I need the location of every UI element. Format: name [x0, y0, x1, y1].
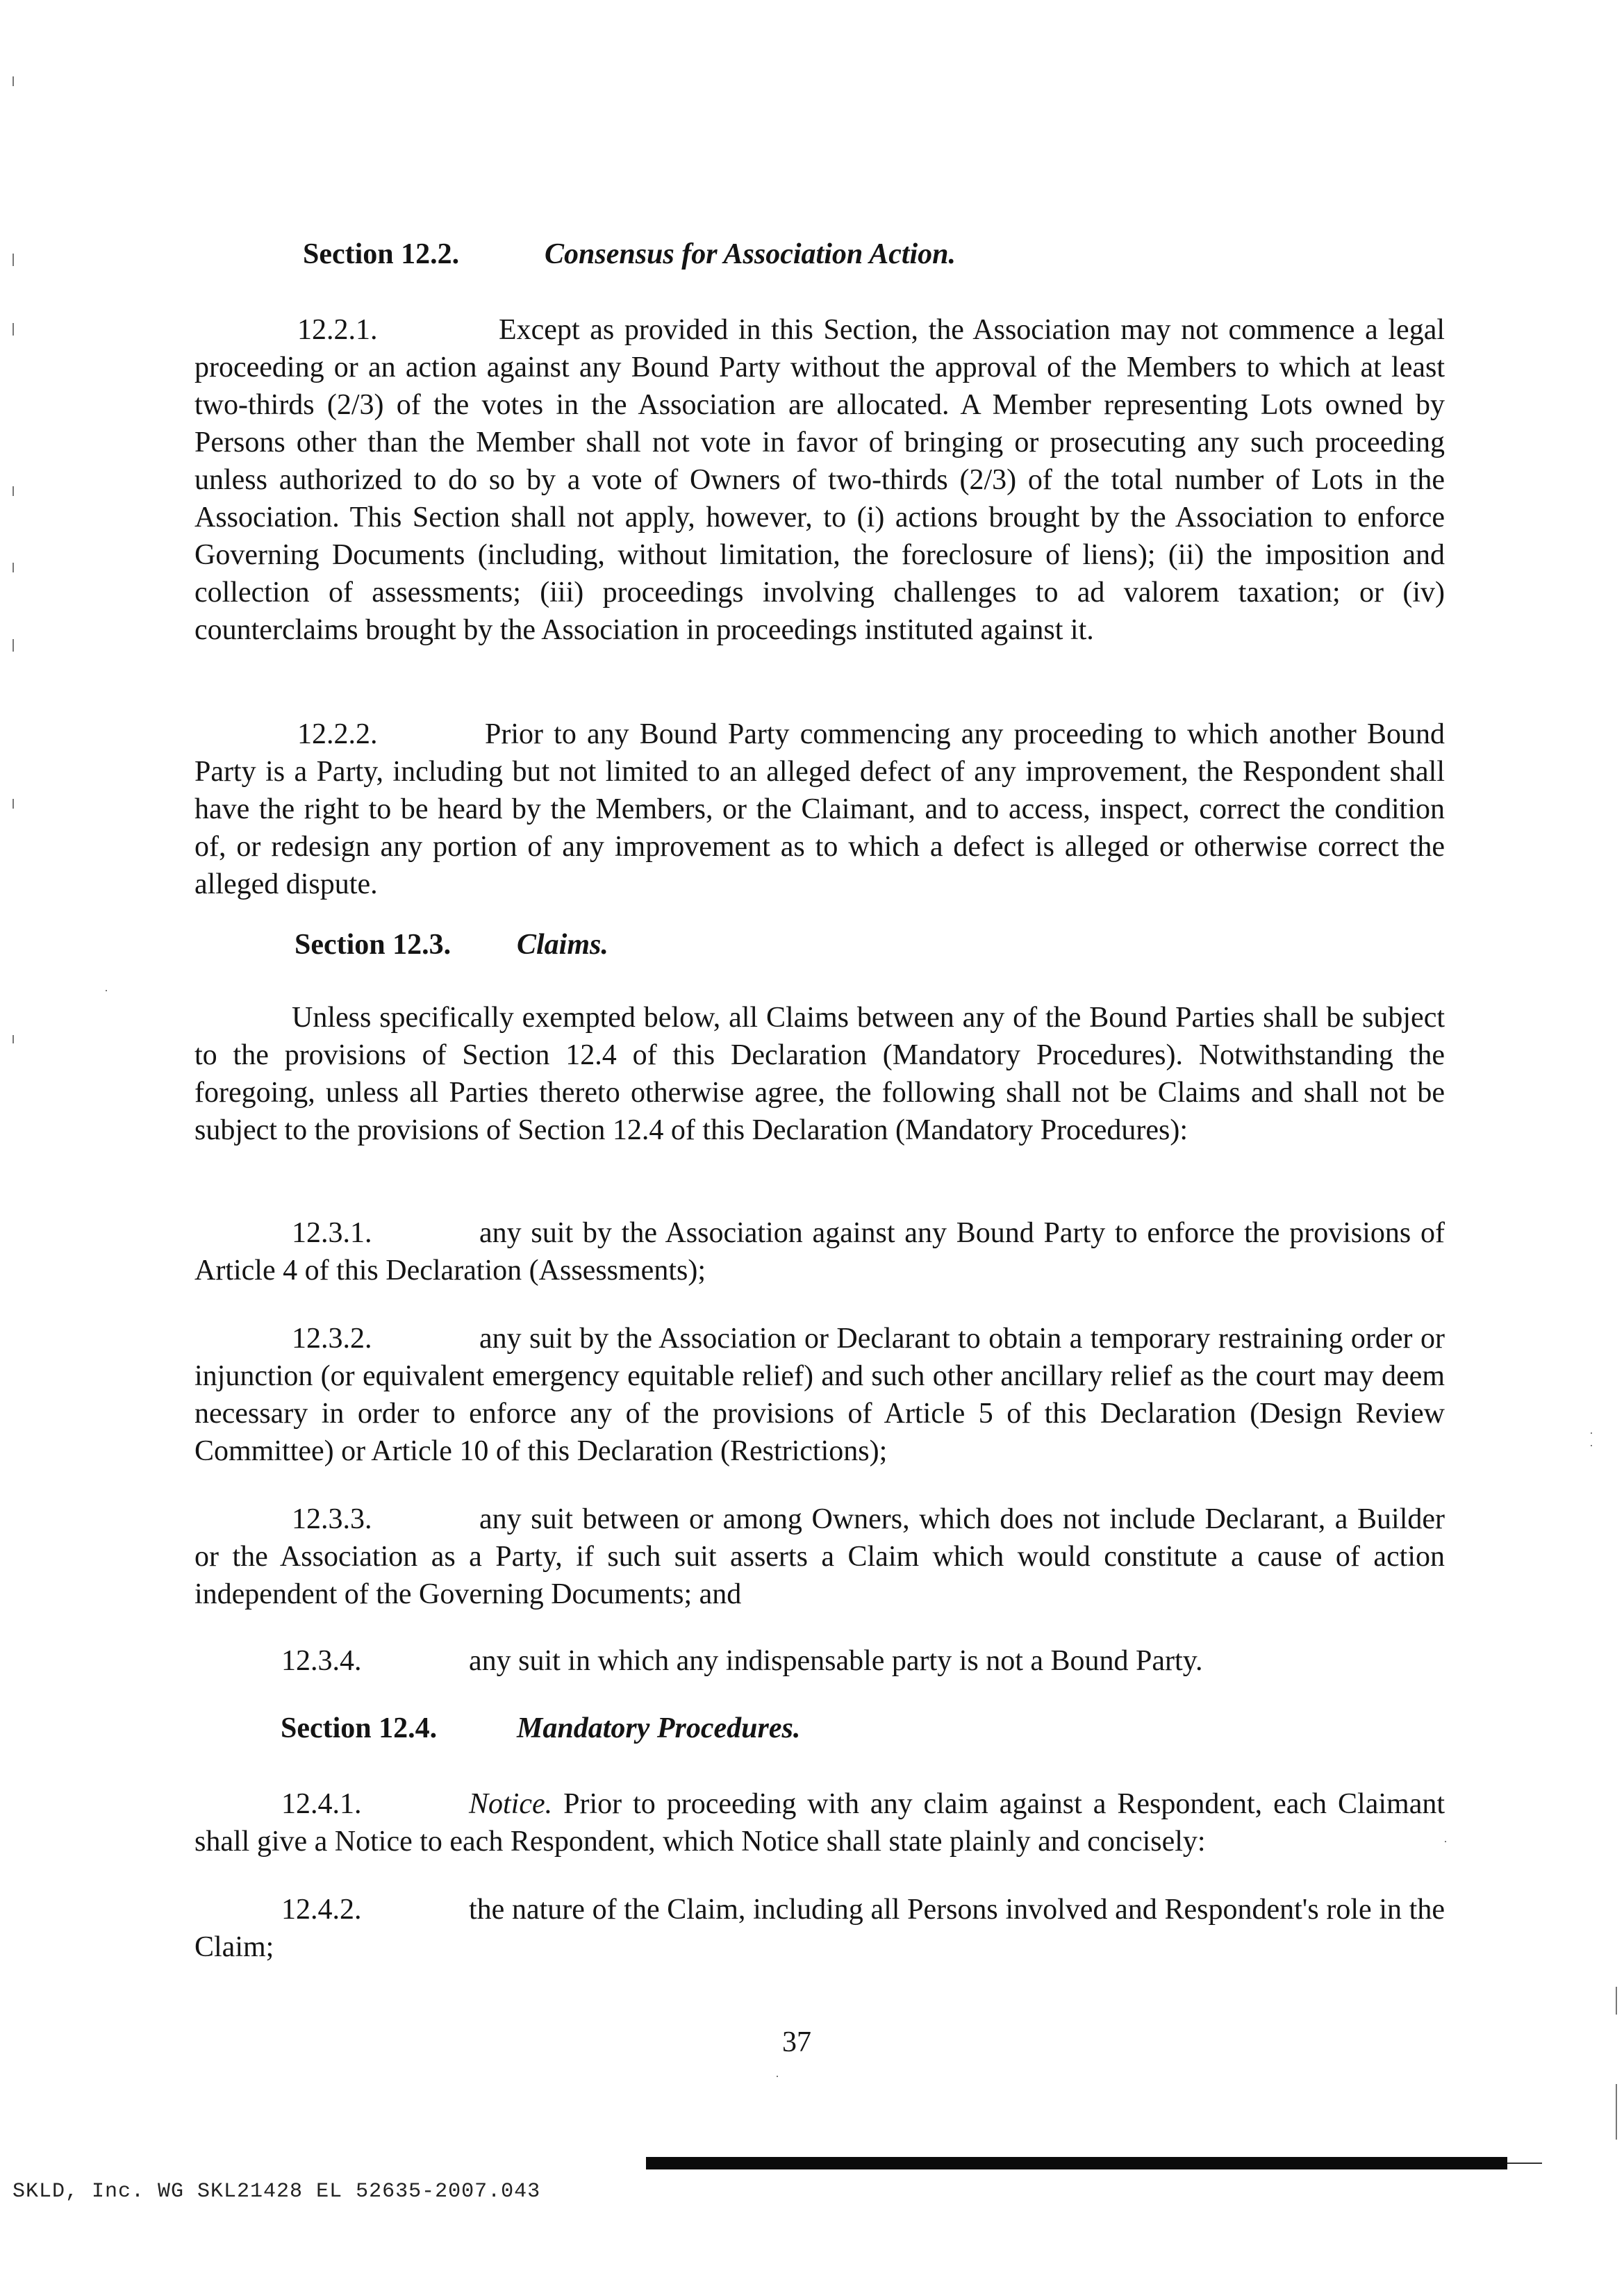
paragraph-12-3-intro — [194, 999, 1445, 1149]
paragraph-text: the nature of the Claim, including all Persons involved and Respondent's role in the Claim; — [194, 1894, 1445, 1963]
paragraph-text: Unless specifically exempted below, all Claims between any of the Bound Parties shall be subject to the provisions of Section 12.4 of this Declaration (Mandatory Procedures). Notwithstanding the foregoing, unless all Parties thereto otherwise agree, the following shall not be Claims and shall not be subject to the provisions of Section 12.4 of this Declaration (Mandatory Procedures): — [194, 1002, 1445, 1146]
section-12-3-heading — [295, 928, 608, 961]
section-12-4-heading — [281, 1712, 800, 1745]
footer-rule — [646, 2157, 1507, 2169]
paragraph-number: 12.4.2. — [281, 1894, 362, 1926]
scan-dot — [1445, 1841, 1446, 1842]
paragraph-text: any suit in which any indispensable party is not a Bound Party. — [469, 1645, 1203, 1677]
scan-mark — [1616, 1987, 1617, 2015]
scan-mark — [13, 799, 14, 809]
paragraph-number: 12.3.1. — [292, 1217, 372, 1249]
paragraph-12-2-1 — [194, 311, 1445, 649]
paragraph-12-3-2 — [194, 1320, 1445, 1470]
paragraph-number: 12.3.3. — [292, 1503, 372, 1535]
footer-document-id: SKLD, Inc. WG SKL21428 EL 52635-2007.043 — [13, 2180, 541, 2204]
paragraph-text: Prior to proceeding with any claim against a Respondent, each Claimant shall give a Notice to each Respondent, which Notice shall state plainly and concisely: — [194, 1788, 1445, 1858]
paragraph-text: any suit by the Association against any Bound Party to enforce the provisions of Article 4 of this Declaration (Assessments); — [194, 1217, 1445, 1287]
paragraph-12-3-1 — [194, 1214, 1445, 1289]
scan-mark — [13, 639, 14, 652]
scan-mark — [13, 76, 14, 86]
section-12-2-heading — [303, 238, 956, 271]
section-title: Claims. — [517, 929, 608, 961]
section-title: Consensus for Association Action. — [545, 238, 956, 270]
page-number: 37 — [782, 2026, 811, 2058]
scan-mark — [13, 323, 14, 336]
scan-dot — [106, 990, 107, 991]
scan-dot — [777, 2076, 778, 2077]
paragraph-number: 12.3.4. — [281, 1645, 362, 1677]
scan-mark — [13, 563, 14, 572]
paragraph-number: 12.2.1. — [297, 314, 378, 346]
scan-mark — [13, 486, 14, 496]
paragraph-12-4-2 — [194, 1891, 1445, 1966]
section-number: Section 12.2. — [303, 238, 460, 270]
paragraph-number: 12.2.2. — [297, 718, 378, 750]
paragraph-text: any suit between or among Owners, which does not include Declarant, a Builder or the Association as a Party, if such suit asserts a Claim which would constitute a cause of action independent of the Governing Documents; and — [194, 1503, 1445, 1610]
section-number: Section 12.4. — [281, 1712, 438, 1744]
paragraph-text: Except as provided in this Section, the Association may not commence a legal proceeding or an action against any Bound Party without the approval of the Members to which at least two-thirds (2/3) of the votes in the Association are allocated. A Member representing Lots owned by Persons other than the Member shall not vote in favor of bringing or prosecuting any such proceeding unless authorized to do so by a vote of Owners of two-thirds (2/3) of the total number of Lots in the Association. This Section shall not apply, however, to (i) actions brought by the Association to enforce Governing Documents (including, without limitation, the foreclosure of liens); (ii) the imposition and collection of assessments; (iii) proceedings involving challenges to ad valorem taxation; or (iv) counterclaims brought by the Association in proceedings instituted against it. — [194, 314, 1445, 646]
paragraph-text: any suit by the Association or Declarant to obtain a temporary restraining order or injunction (or equivalent emergency equitable relief) and such other ancillary relief as the court may deem necessary in order to enforce any of the provisions of Article 5 of this Declaration (Design Review Committee) or Article 10 of this Declaration (Restrictions); — [194, 1323, 1445, 1467]
scan-mark — [13, 1035, 14, 1043]
paragraph-12-3-3 — [194, 1500, 1445, 1613]
paragraph-number: 12.4.1. — [281, 1788, 362, 1820]
paragraph-12-2-2 — [194, 716, 1445, 903]
paragraph-12-4-1 — [194, 1785, 1445, 1860]
section-title: Mandatory Procedures. — [517, 1712, 801, 1744]
paragraph-text: Prior to any Bound Party commencing any proceeding to which another Bound Party is a Party, including but not limited to an alleged defect of any improvement, the Respondent shall have the right to be heard by the Members, or the Claimant, and to access, inspect, correct the condition of, or redesign any portion of any improvement as to which a defect is alleged or otherwise correct the alleged dispute. — [194, 718, 1445, 900]
scan-mark — [13, 254, 14, 266]
scan-dot — [1591, 1445, 1592, 1446]
paragraph-12-3-4 — [194, 1642, 1445, 1680]
section-number: Section 12.3. — [295, 929, 451, 961]
scan-dot — [1591, 1432, 1592, 1434]
paragraph-number: 12.3.2. — [292, 1323, 372, 1355]
footer-rule-tail — [1507, 2163, 1542, 2164]
scan-mark — [1616, 2084, 1617, 2140]
paragraph-italic-lead: Notice. — [469, 1788, 553, 1820]
